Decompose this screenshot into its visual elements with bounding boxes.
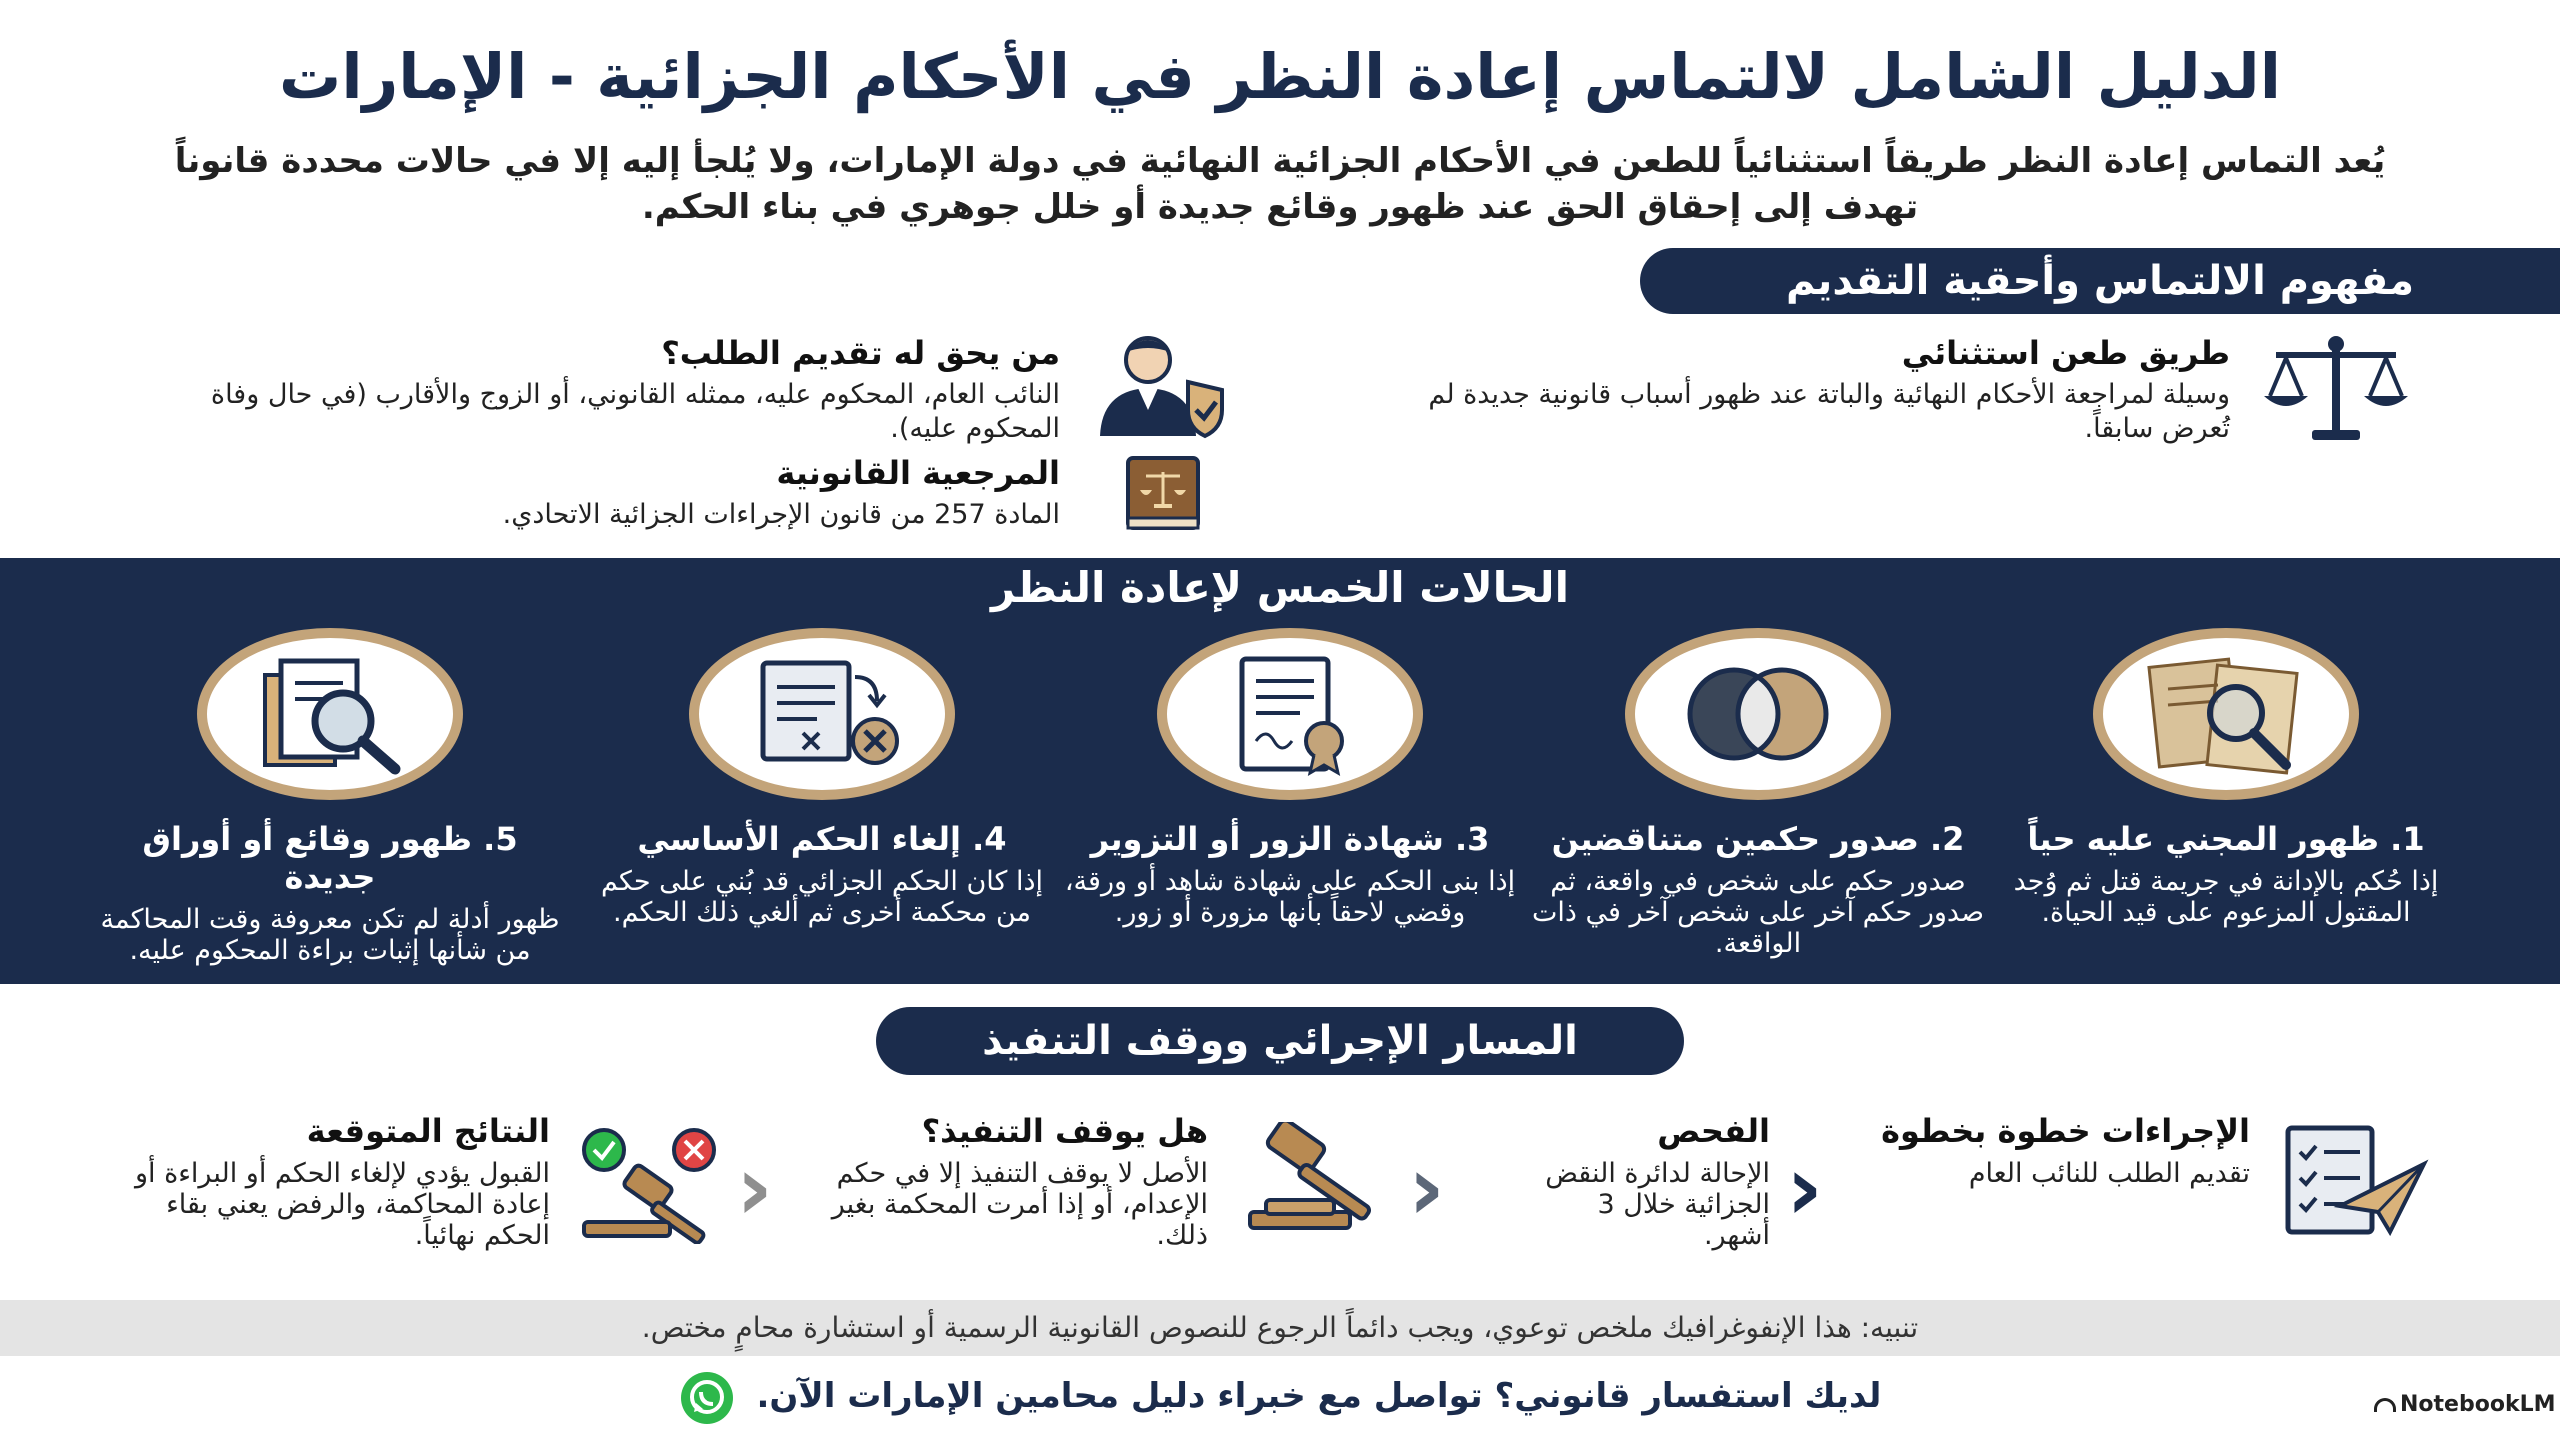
concept-exceptional-text: وسيلة لمراجعة الأحكام النهائية والباتة عند ظهور أسباب قانونية جديدة لم تُعرض سابقاً. bbox=[1428, 379, 2230, 444]
step-suspension bbox=[808, 1112, 1208, 1251]
contact-cta[interactable] bbox=[0, 1368, 2560, 1424]
law-book-icon bbox=[1118, 454, 1208, 534]
concept-exceptional-title: طريق طعن استثنائي bbox=[1901, 334, 2230, 372]
gavel-check-icon bbox=[574, 1124, 724, 1244]
certificate-icon bbox=[1157, 628, 1423, 800]
chevron-left-icon: ‹ bbox=[1786, 1136, 1824, 1241]
case-4 bbox=[592, 628, 1052, 928]
step-outcomes-title: النتائج المتوقعة bbox=[306, 1112, 550, 1150]
page-title: الدليل الشامل لالتماس إعادة النظر في الأحكام الجزائية - الإمارات bbox=[279, 40, 2281, 113]
case-3-text: إذا بنى الحكم على شهادة شاهد أو ورقة، وقضي لاحقاً بأنها مزورة أو زور. bbox=[1064, 866, 1516, 928]
intro-paragraph: يُعد التماس إعادة النظر طريقاً استثنائياً للطعن في الأحكام الجزائية النهائية في دولة الإمارات، ولا يُلجأ إليه إلا في حالات محددة قانوناً تهدف إلى إحقاق الحق عند ظهور وقائع جديدة أو خلل جوهري في بناء الحكم. bbox=[174, 141, 2386, 227]
cancelled-document-icon bbox=[689, 628, 955, 800]
overlapping-circles-icon bbox=[1625, 628, 1891, 800]
gavel-icon bbox=[1230, 1122, 1400, 1242]
step-procedure bbox=[1860, 1112, 2250, 1189]
case-1-text: إذا حُكم بالإدانة في جريمة قتل ثم وُجد المقتول المزعوم على قيد الحياة. bbox=[2013, 866, 2439, 928]
chevron-left-icon: ‹ bbox=[736, 1136, 774, 1241]
concept-who-title: من يحق له تقديم الطلب؟ bbox=[661, 334, 1060, 372]
concept-reference bbox=[150, 454, 1060, 532]
concept-exceptional bbox=[1410, 334, 2230, 446]
case-3-title: 3. شهادة الزور أو التزوير bbox=[1090, 820, 1490, 858]
documents-magnifier-icon bbox=[2093, 628, 2359, 800]
case-2-text: صدور حكم على شخص في واقعة، ثم صدور حكم آخر على شخص آخر في ذات الواقعة. bbox=[1531, 866, 1985, 959]
step-suspension-title: هل يوقف التنفيذ؟ bbox=[921, 1112, 1208, 1150]
step-procedure-title: الإجراءات خطوة بخطوة bbox=[1881, 1112, 2250, 1150]
case-4-title: 4. إلغاء الحكم الأساسي bbox=[637, 820, 1007, 858]
case-1-title: 1. ظهور المجني عليه حياً bbox=[2027, 820, 2425, 858]
scales-icon bbox=[2256, 330, 2416, 450]
cases-section-header: الحالات الخمس لإعادة النظر bbox=[991, 563, 1569, 612]
process-section-header: المسار الإجرائي ووقف التنفيذ bbox=[876, 1007, 1684, 1075]
checklist-plane-icon bbox=[2280, 1120, 2430, 1240]
case-2-title: 2. صدور حكمين متناقضين bbox=[1551, 820, 1965, 858]
magnifier-document-icon bbox=[197, 628, 463, 800]
brand-text: NotebookLM bbox=[2400, 1392, 2556, 1417]
case-1 bbox=[1996, 628, 2456, 928]
case-2 bbox=[1528, 628, 1988, 959]
case-5 bbox=[100, 628, 560, 966]
case-5-title: 5. ظهور وقائع أو أوراق جديدة bbox=[142, 820, 518, 896]
person-shield-icon bbox=[1088, 330, 1238, 440]
step-suspension-text: الأصل لا يوقف التنفيذ إلا في حكم الإعدام، أو إذا أمرت المحكمة بغير ذلك. bbox=[831, 1158, 1208, 1251]
case-3 bbox=[1060, 628, 1520, 928]
step-outcomes-text: القبول يؤدي لإلغاء الحكم أو البراءة أو إعادة المحاكمة، والرفض يعني بقاء الحكم نهائياً. bbox=[134, 1158, 550, 1251]
step-outcomes bbox=[110, 1112, 550, 1251]
disclaimer-notice: تنبيه: هذا الإنفوغرافيك ملخص توعوي، ويجب دائماً الرجوع للنصوص القانونية الرسمية أو استشارة محامٍ مختص. bbox=[0, 1300, 2560, 1356]
step-procedure-text: تقديم الطلب للنائب العام bbox=[1968, 1158, 2250, 1189]
step-examination-text: الإحالة لدائرة النقض الجزائية خلال 3 أشهر. bbox=[1545, 1158, 1770, 1251]
notebooklm-logo-icon bbox=[2374, 1398, 2396, 1412]
concept-who-text: النائب العام، المحكوم عليه، ممثله القانوني، أو الزوج والأقارب (في حال وفاة المحكوم عليه). bbox=[210, 379, 1060, 444]
step-examination-title: الفحص bbox=[1657, 1112, 1770, 1150]
chevron-left-icon: ‹ bbox=[1408, 1136, 1446, 1241]
contact-cta-text[interactable]: لديك استفسار قانوني؟ تواصل مع خبراء دليل محامين الإمارات الآن. bbox=[756, 1376, 1882, 1416]
step-examination bbox=[1530, 1112, 1770, 1251]
case-5-text: ظهور أدلة لم تكن معروفة وقت المحاكمة من شأنها إثبات براءة المحكوم عليه. bbox=[100, 904, 560, 966]
concept-who bbox=[150, 334, 1060, 446]
concept-reference-title: المرجعية القانونية bbox=[776, 454, 1060, 492]
whatsapp-icon[interactable] bbox=[679, 1370, 735, 1426]
case-4-text: إذا كان الحكم الجزائي قد بُني على حكم من محكمة أخرى ثم ألغي ذلك الحكم. bbox=[601, 866, 1043, 928]
concept-reference-text: المادة 257 من قانون الإجراءات الجزائية الاتحادي. bbox=[502, 499, 1060, 530]
concept-section-header: مفهوم الالتماس وأحقية التقديم bbox=[1640, 248, 2560, 314]
brand-label bbox=[2374, 1392, 2555, 1417]
